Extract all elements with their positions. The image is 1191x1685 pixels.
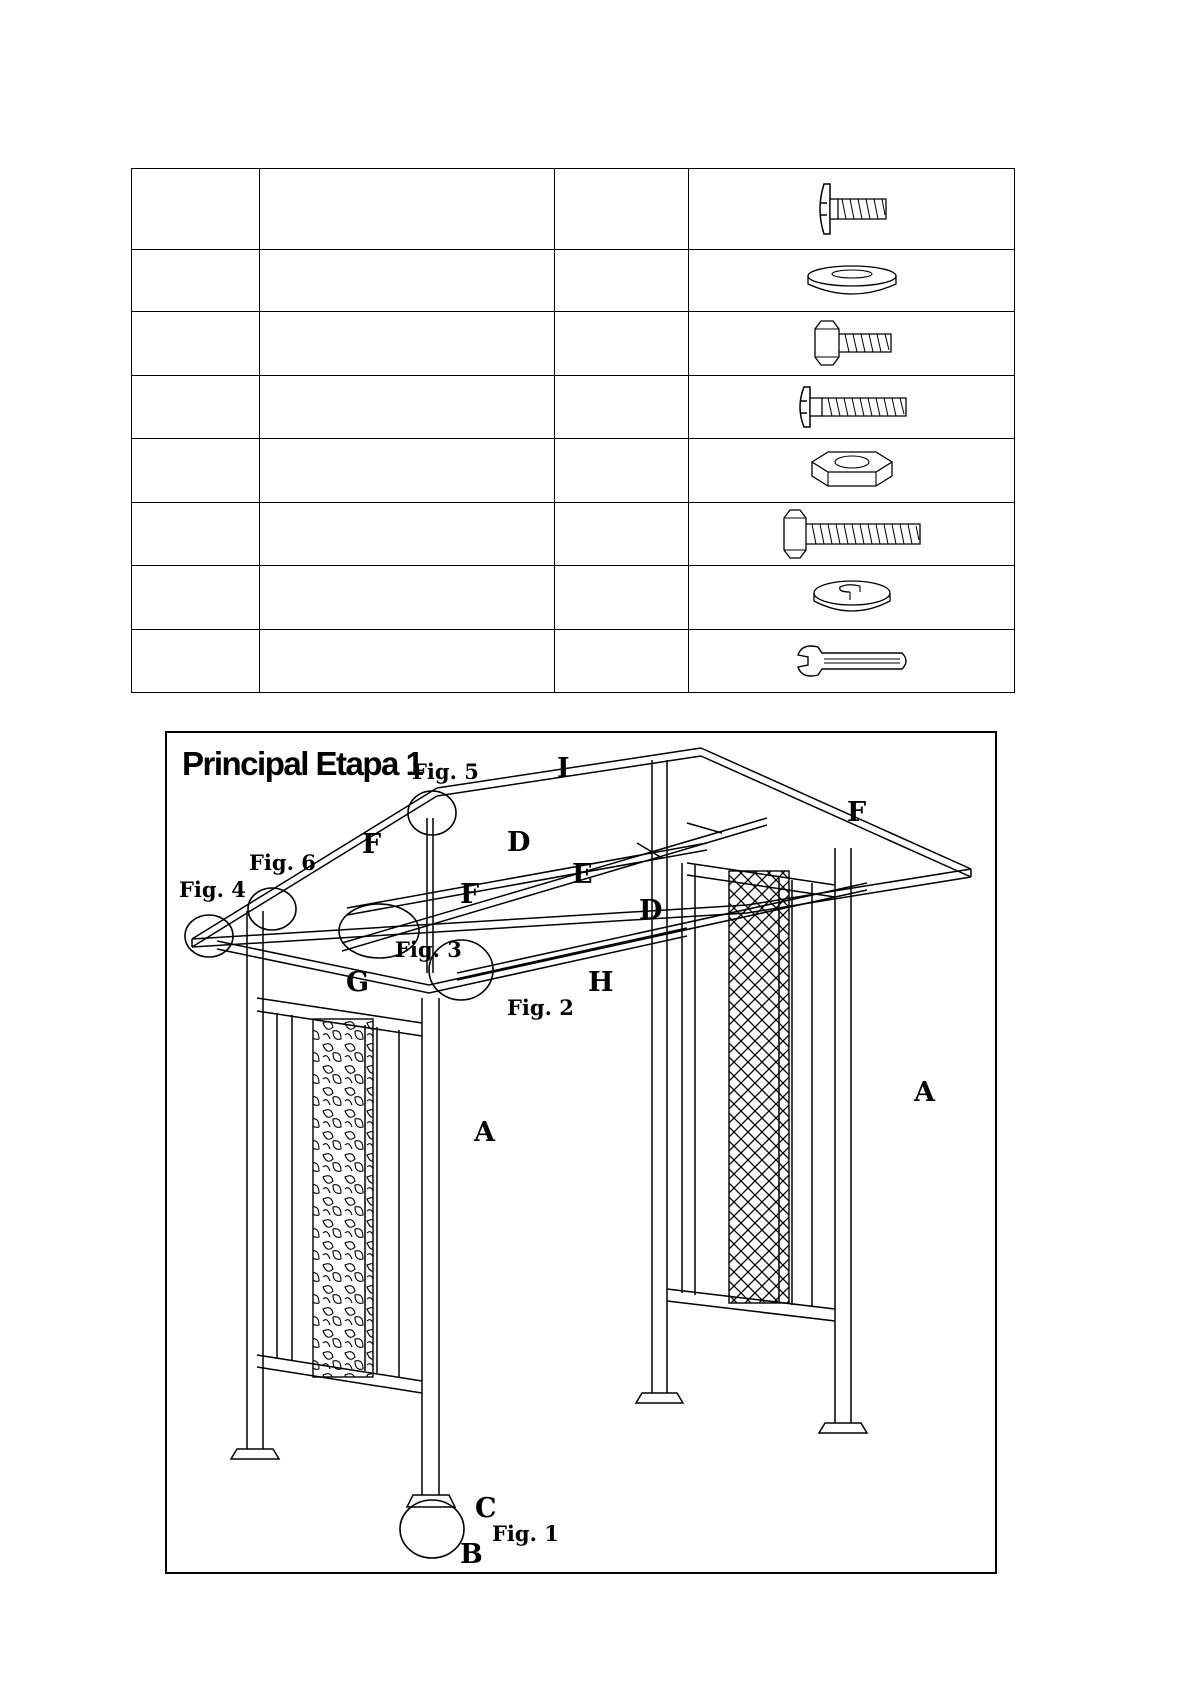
part-letter-cell	[132, 566, 260, 629]
hex-bolt-long-icon	[778, 506, 926, 562]
flat-washer-icon	[802, 260, 902, 300]
part-description-cell	[260, 375, 555, 438]
part-description-cell	[260, 439, 555, 502]
part-letter-cell	[132, 502, 260, 565]
part-quantity-cell	[555, 312, 689, 375]
part-quantity-cell	[555, 169, 689, 250]
fig4-label: Fig. 4	[179, 877, 246, 902]
part-description-cell	[260, 249, 555, 311]
part-description-cell	[260, 169, 555, 250]
part-label-d-top: D	[507, 827, 531, 858]
part-quantity-cell	[555, 375, 689, 438]
diagram-title: Principal Etapa 1	[182, 745, 423, 782]
table-row	[132, 169, 1015, 250]
table-row	[132, 375, 1015, 438]
table-row	[132, 312, 1015, 375]
lock-washer-icon	[804, 573, 900, 621]
fig1-label: Fig. 1	[492, 1521, 559, 1546]
hex-nut-icon	[804, 446, 900, 494]
hex-bolt-short-icon	[807, 317, 897, 369]
long-screw-icon	[792, 383, 912, 431]
part-description-cell	[260, 629, 555, 693]
part-letter-cell	[132, 375, 260, 438]
part-label-h: H	[588, 967, 614, 998]
table-row	[132, 249, 1015, 311]
fig2-label: Fig. 2	[507, 995, 574, 1020]
screw-icon	[812, 179, 892, 239]
part-label-f-center: F	[460, 879, 480, 910]
part-label-i: I	[557, 753, 570, 784]
part-description-cell	[260, 566, 555, 629]
table-row	[132, 502, 1015, 565]
part-label-b: B	[460, 1539, 483, 1570]
part-label-a-left: A	[474, 1117, 495, 1148]
part-description-cell	[260, 502, 555, 565]
lattice-panel	[729, 871, 789, 1303]
part-letter-cell	[132, 249, 260, 311]
part-quantity-cell	[555, 566, 689, 629]
leaf-panel	[313, 1019, 373, 1377]
part-quantity-cell	[555, 629, 689, 693]
part-description-cell	[260, 312, 555, 375]
part-quantity-cell	[555, 249, 689, 311]
table-row	[132, 439, 1015, 502]
table-row	[132, 566, 1015, 629]
hardware-table	[131, 168, 1015, 693]
part-label-d-mid: D	[639, 895, 663, 926]
part-quantity-cell	[555, 439, 689, 502]
fig3-label: Fig. 3	[395, 937, 462, 962]
table-row	[132, 629, 1015, 693]
part-letter-cell	[132, 439, 260, 502]
assembly-diagram	[165, 731, 997, 1574]
fig5-callout-circle	[408, 791, 456, 835]
part-letter-cell	[132, 169, 260, 250]
part-label-c: C	[475, 1493, 497, 1524]
part-label-f-left: F	[362, 829, 382, 860]
part-label-e: E	[572, 859, 593, 890]
part-label-g: G	[346, 967, 370, 998]
part-quantity-cell	[555, 502, 689, 565]
part-label-a-right: A	[914, 1077, 935, 1108]
fig6-callout-circle	[248, 888, 296, 930]
part-letter-cell	[132, 629, 260, 693]
part-label-f-right: F	[847, 797, 867, 828]
wrench-icon	[792, 639, 912, 683]
part-letter-cell	[132, 312, 260, 375]
fig1-callout-circle	[400, 1500, 464, 1558]
fig5-label: Fig. 5	[412, 759, 479, 784]
fig6-label: Fig. 6	[249, 850, 316, 875]
